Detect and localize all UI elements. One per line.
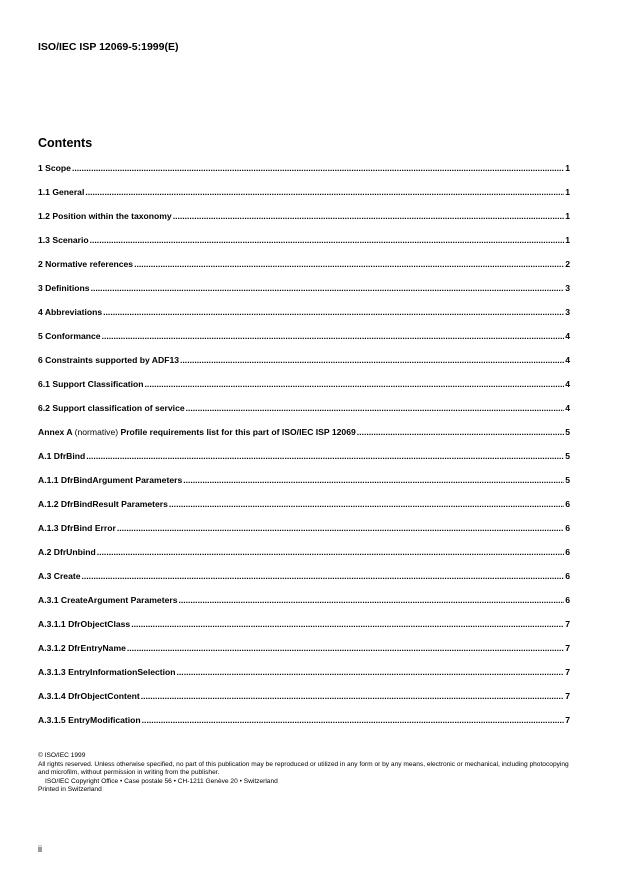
page-number: ii: [38, 844, 42, 854]
toc-entry-page: 1: [565, 163, 570, 173]
toc-leader-dots: [131, 617, 564, 631]
toc-entry[interactable]: [38, 689, 570, 713]
toc-leader-dots: [178, 593, 564, 607]
copyright-printed: Printed in Switzerland: [38, 786, 102, 794]
toc-entry-page: 3: [565, 283, 570, 293]
toc-leader-dots: [86, 449, 564, 463]
toc-entry-title: 6.1 Support Classification: [38, 379, 144, 389]
toc-entry-page: 7: [565, 667, 570, 677]
toc-entry-title: 2 Normative references: [38, 259, 134, 269]
document-header-title: ISO/IEC ISP 12069-5:1999(E): [38, 41, 179, 53]
toc-entry-page: 6: [565, 571, 570, 581]
toc-entry-page: 3: [565, 307, 570, 317]
toc-entry-title: A.3.1.5 EntryModification: [38, 715, 141, 725]
toc-entry-title: 1 Scope: [38, 163, 71, 173]
toc-entry-title: 1.1 General: [38, 187, 85, 197]
toc-entry[interactable]: [38, 329, 570, 353]
copyright-year: © ISO/IEC 1999: [38, 752, 86, 759]
toc-entry[interactable]: [38, 209, 570, 233]
toc-entry[interactable]: [38, 569, 570, 593]
toc-leader-dots: [97, 545, 564, 559]
toc-leader-dots: [82, 569, 565, 583]
toc-leader-dots: [134, 257, 564, 271]
toc-entry[interactable]: [38, 617, 570, 641]
toc-entry-title: A.3.1.1 DfrObjectClass: [38, 619, 131, 629]
toc-entry-page: 7: [565, 715, 570, 725]
toc-entry-page: 6: [565, 523, 570, 533]
toc-entry-title: 6.2 Support classification of service: [38, 403, 185, 413]
toc-entry-page: 6: [565, 547, 570, 557]
toc-entry-title: A.3.1.2 DfrEntryName: [38, 643, 126, 653]
toc-leader-dots: [169, 497, 564, 511]
toc-entry[interactable]: [38, 233, 570, 257]
toc-entry-page: 1: [565, 211, 570, 221]
toc-entry-page: 7: [565, 619, 570, 629]
toc-entry-page: 6: [565, 595, 570, 605]
toc-entry-title: A.3.1.3 EntryInformationSelection: [38, 667, 176, 677]
toc-entry-title: A.3 Create: [38, 571, 81, 581]
toc-entry-title: A.1 DfrBind: [38, 451, 86, 461]
toc-leader-dots: [173, 209, 565, 223]
toc-entry-page: 5: [565, 427, 570, 437]
toc-entry[interactable]: [38, 161, 570, 185]
toc-entry[interactable]: [38, 425, 570, 449]
toc-entry-title: A.1.2 DfrBindResult Parameters: [38, 499, 168, 509]
toc-leader-dots: [177, 665, 565, 679]
toc-entry-page: 5: [565, 451, 570, 461]
toc-leader-dots: [141, 689, 565, 703]
toc-entry-title: A.2 DfrUnbind: [38, 547, 96, 557]
table-of-contents: [38, 161, 570, 737]
toc-leader-dots: [91, 281, 565, 295]
toc-leader-dots: [180, 353, 564, 367]
toc-entry-title: Annex A (normative) Profile requirements list for this part of ISO/IEC ISP 12069: [38, 427, 356, 437]
toc-entry[interactable]: [38, 305, 570, 329]
toc-leader-dots: [102, 329, 565, 343]
contents-heading: Contents: [38, 136, 93, 150]
toc-leader-dots: [357, 425, 564, 439]
toc-entry[interactable]: [38, 281, 570, 305]
toc-entry[interactable]: [38, 713, 570, 737]
toc-entry-page: 1: [565, 235, 570, 245]
toc-leader-dots: [127, 641, 564, 655]
toc-entry[interactable]: [38, 665, 570, 689]
toc-entry[interactable]: [38, 401, 570, 425]
toc-entry[interactable]: [38, 257, 570, 281]
toc-entry-title: 1.3 Scenario: [38, 235, 89, 245]
copyright-rights: All rights reserved. Unless otherwise specified, no part of this publication may be reproduced or utilized in any form or by any means, electronic or mechanical, including photocopying and microfilm, without permission in writing from the publisher.: [38, 760, 569, 777]
toc-entry-page: 6: [565, 499, 570, 509]
toc-entry-page: 4: [565, 379, 570, 389]
toc-leader-dots: [145, 377, 565, 391]
toc-entry-title: A.1.1 DfrBindArgument Parameters: [38, 475, 183, 485]
toc-entry[interactable]: [38, 593, 570, 617]
toc-leader-dots: [183, 473, 564, 487]
toc-entry-title: A.1.3 DfrBind Error: [38, 523, 116, 533]
toc-entry[interactable]: [38, 377, 570, 401]
toc-entry-title: 6 Constraints supported by ADF13: [38, 355, 180, 365]
toc-entry-page: 7: [565, 691, 570, 701]
toc-entry[interactable]: [38, 185, 570, 209]
toc-leader-dots: [142, 713, 565, 727]
toc-entry-page: 4: [565, 331, 570, 341]
toc-entry-title: 4 Abbreviations: [38, 307, 103, 317]
toc-leader-dots: [186, 401, 565, 415]
toc-entry-page: 2: [565, 259, 570, 269]
toc-entry-page: 7: [565, 643, 570, 653]
toc-leader-dots: [117, 521, 564, 535]
toc-entry[interactable]: [38, 545, 570, 569]
toc-entry-page: 1: [565, 187, 570, 197]
toc-entry-page: 5: [565, 475, 570, 485]
toc-entry-title: 3 Definitions: [38, 283, 90, 293]
toc-entry-page: 4: [565, 403, 570, 413]
toc-entry[interactable]: [38, 641, 570, 665]
toc-entry[interactable]: [38, 473, 570, 497]
copyright-office: ISO/IEC Copyright Office • Case postale 56 • CH-1211 Genève 20 • Switzerland: [45, 777, 278, 785]
toc-leader-dots: [72, 161, 564, 175]
toc-leader-dots: [90, 233, 565, 247]
toc-entry-title: 5 Conformance: [38, 331, 101, 341]
toc-entry[interactable]: [38, 353, 570, 377]
copyright-notice: [38, 752, 578, 795]
toc-entry-title: A.3.1.4 DfrObjectContent: [38, 691, 140, 701]
toc-entry-title: 1.2 Position within the taxonomy: [38, 211, 172, 221]
toc-leader-dots: [85, 185, 564, 199]
toc-leader-dots: [103, 305, 564, 319]
toc-entry-page: 4: [565, 355, 570, 365]
toc-entry[interactable]: [38, 449, 570, 473]
toc-entry-title: A.3.1 CreateArgument Parameters: [38, 595, 178, 605]
toc-entry[interactable]: [38, 497, 570, 521]
toc-entry[interactable]: [38, 521, 570, 545]
